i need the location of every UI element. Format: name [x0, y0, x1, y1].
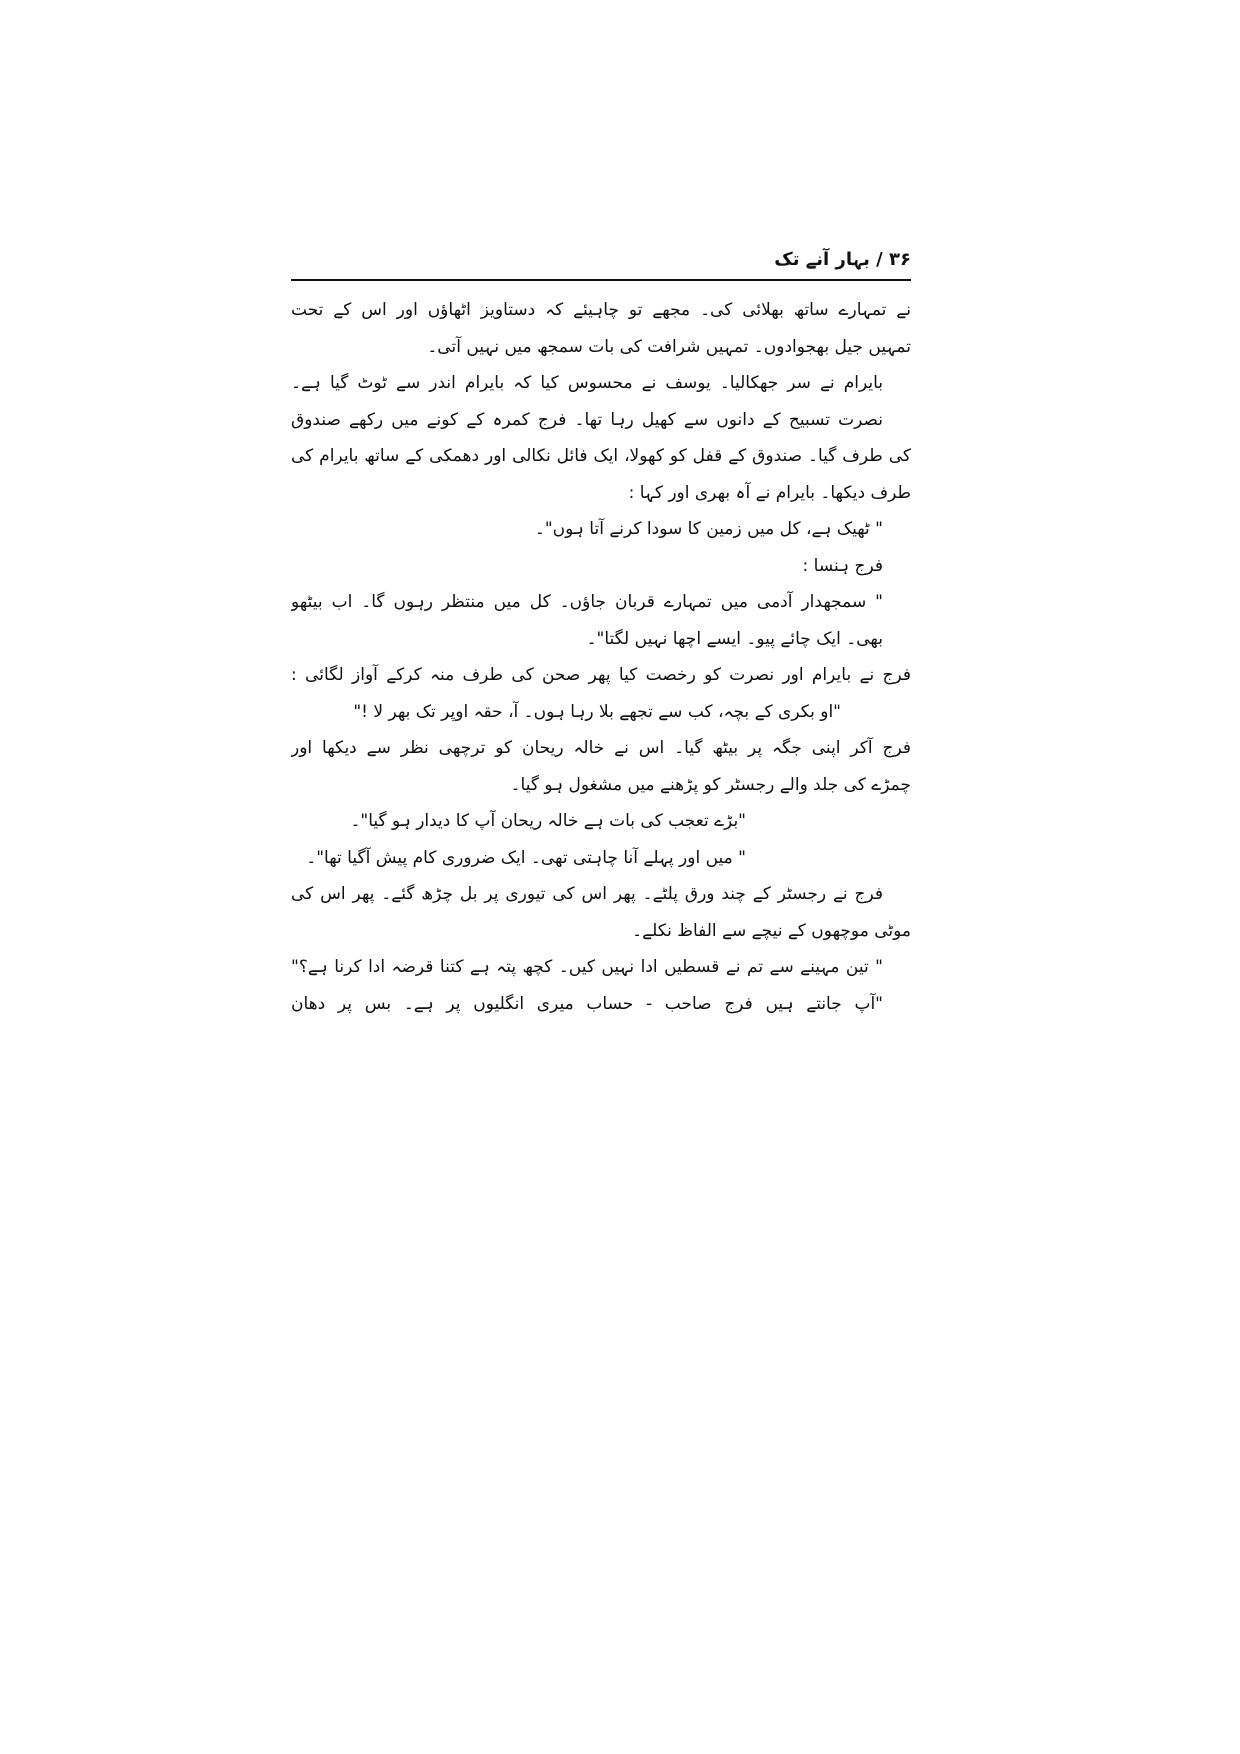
- text-line: "بڑے تعجب کی بات ہے خالہ ریحان آپ کا دیدار ہو گیا"۔: [350, 811, 746, 831]
- text-line: چمڑے کی جلد والے رجسٹر کو پڑھنے میں مشغول ہو گیا۔: [510, 774, 911, 795]
- body-text: [291, 292, 911, 1022]
- text-line: فرج ہنسا :: [802, 555, 883, 576]
- text-line: طرف دیکھا۔ بایرام نے آہ بھری اور کہا :: [628, 482, 911, 503]
- text-line: فرج نے بایرام اور نصرت کو رخصت کیا پھر صحن کی طرف منہ کرکے آواز لگائی :: [291, 665, 911, 685]
- text-line: "او بکری کے بچہ، کب سے تجھے بلا رہا ہوں۔ آ، حقہ اوپر تک بھر لا !": [353, 701, 841, 722]
- text-line: بھی۔ ایک چائے پیو۔ ایسے اچھا نہیں لگتا"۔: [586, 628, 883, 649]
- text-line: بایرام نے سر جھکالیا۔ یوسف نے محسوس کیا کہ بایرام اندر سے ٹوٹ گیا ہے۔: [291, 373, 883, 393]
- text-line: نے تمہارے ساتھ بھلائی کی۔ مجھے تو چاہیئے کہ دستاویز اٹھاؤں اور اس کے تحت: [291, 300, 911, 320]
- running-head: ۳۶ / بہار آنے تک: [774, 249, 911, 270]
- text-line: تمہیں جیل بھجوادوں۔ تمہیں شرافت کی بات سمجھ میں نہیں آتی۔: [427, 336, 911, 357]
- text-line: فرج نے رجسٹر کے چند ورق پلٹے۔ پھر اس کی تیوری پر بل چڑھ گئے۔ پھر اس کی: [291, 884, 883, 904]
- text-line: فرج آکر اپنی جگہ پر بیٹھ گیا۔ اس نے خالہ ریحان کو ترچھی نظر سے دیکھا اور: [291, 738, 911, 758]
- text-line: " ٹھیک ہے، کل میں زمین کا سودا کرنے آتا ہوں"۔: [534, 519, 883, 539]
- text-line: " میں اور پہلے آنا چاہتی تھی۔ ایک ضروری کام پیش آگیا تھا"۔: [306, 847, 746, 868]
- header-rule: [291, 279, 911, 281]
- text-line: "آپ جانتے ہیں فرج صاحب - حساب میری انگلیوں پر ہے۔ بس پر دھان: [291, 993, 883, 1014]
- text-line: " تین مہینے سے تم نے قسطیں ادا نہیں کیں۔ کچھ پتہ ہے کتنا قرضہ ادا کرنا ہے؟": [291, 957, 883, 977]
- text-line: نصرت تسبیح کے دانوں سے کھیل رہا تھا۔ فرج کمرہ کے کونے میں رکھے صندوق: [291, 409, 883, 430]
- text-line: کی طرف گیا۔ صندوق کے قفل کو کھولا، ایک فائل نکالی اور دھمکی کے ساتھ بایرام کی: [291, 446, 911, 466]
- text-line: " سمجھدار آدمی میں تمہارے قربان جاؤں۔ کل میں منتظر رہوں گا۔ اب بیٹھو: [291, 592, 883, 612]
- text-line: موٹی موچھوں کے نیچے سے الفاظ نکلے۔: [632, 920, 911, 941]
